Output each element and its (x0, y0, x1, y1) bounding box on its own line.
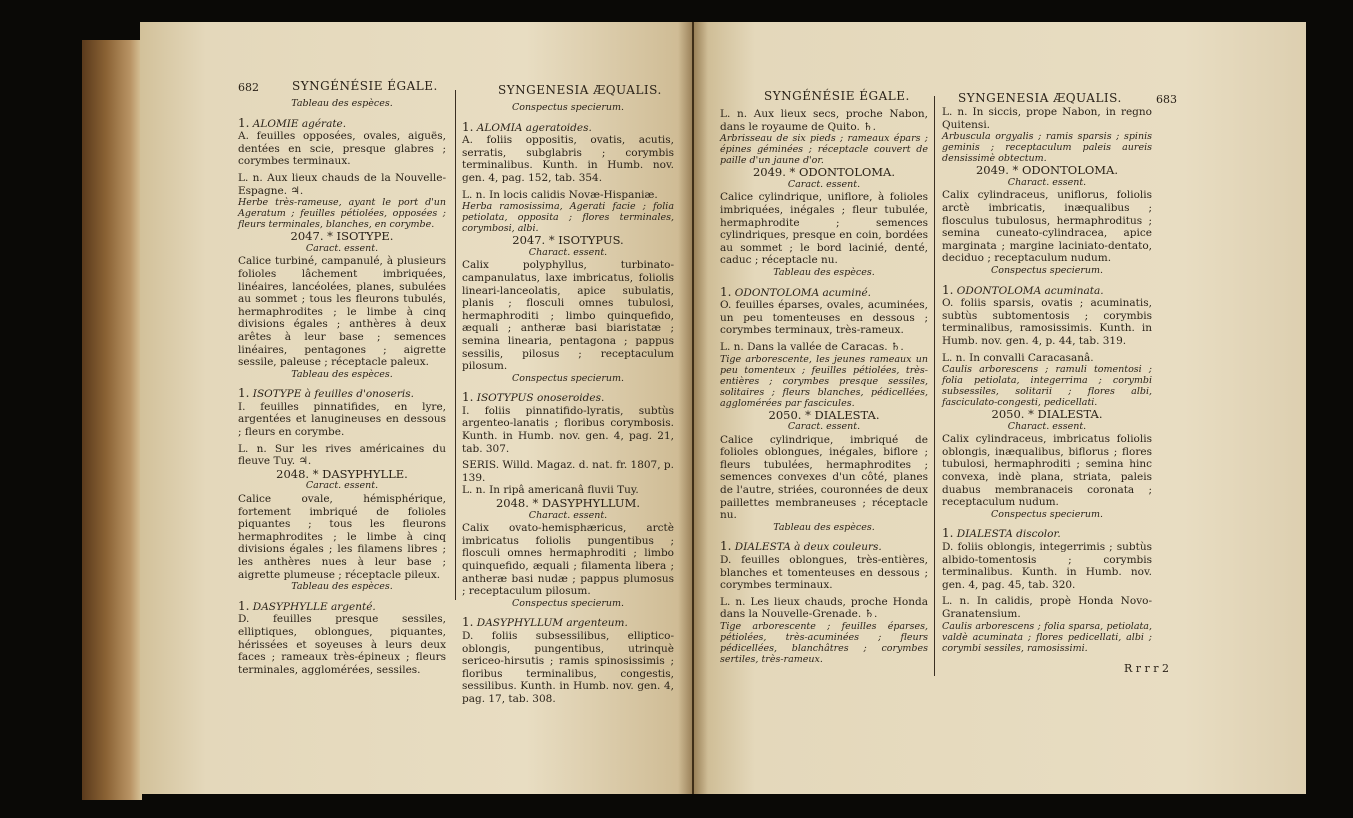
character-text: SERIS. Willd. Magaz. d. nat. fr. 1807, p. 139. (462, 459, 674, 484)
species-description: D. foliis oblongis, integerrimis ; subtùs albido-tomentosis ; corymbis terminalibus. Kunth. in Humb. nov. gen. 4, pag. 45, tab. 320. (942, 541, 1152, 591)
genus-heading: 2047. * ISOTYPE. (290, 229, 394, 244)
right-header-fr: SYNGÉNÉSIE ÉGALE. (764, 89, 910, 103)
left-page-number: 682 (238, 81, 259, 94)
character-text: Calix polyphyllus, turbinato-campanulatus, laxe imbricatus, foliolis lineari-lanceolatis, apice subulatis, planis ; flosculi omnes tubulosi, hermaphroditi ; limbo quinquefido, æquali ; antheræ basi biaristatæ ; semina linearia, pentagona ; pappus sessilis, pilosus ; receptaculum pilosum. (462, 259, 674, 373)
genus-heading: 2047. * ISOTYPUS. (512, 233, 624, 248)
entry-number: 1. (462, 615, 474, 630)
species-entry (238, 117, 446, 168)
species-name: DIALESTA à deux couleurs. (734, 541, 882, 554)
species-entry (942, 527, 1152, 591)
species-description: A. feuilles opposées, ovales, aiguës, dentées en scie, presque glabres ; corymbes terminaux. (238, 130, 446, 168)
character-heading: Charact. essent. (1007, 420, 1087, 432)
species-name: DIALESTA discolor. (956, 528, 1061, 541)
column-rule (934, 96, 935, 676)
locality-text: L. n. In calidis, propè Honda Novo-Granatensium. (942, 595, 1152, 620)
species-description: D. foliis subsessilibus, elliptico-oblongis, pungentibus, utrinquè sericeo-hirsutis ; ramis spinosissimis ; floribus terminalibus, congestis, sessilibus. Kunth. in Humb. nov. gen. 4, pag. 17, tab. 308. (462, 629, 674, 705)
character-heading: Charact. essent. (1007, 176, 1087, 188)
character-heading: Charact. essent. (528, 509, 608, 521)
species-name: DASYPHYLLUM argenteum. (476, 617, 628, 630)
species-entry (238, 387, 446, 438)
locality-text: L. n. Aux lieux secs, proche Nabon, dans le royaume de Quito. ♄. (720, 108, 928, 133)
locality-text: L. n. Aux lieux chauds de la Nouvelle-Espagne. ♃. (238, 171, 446, 197)
character-text: Calice cylindrique, imbriqué de folioles oblongues, inégales, biflore ; fleurs tubulées, hermaphrodites ; semences convexes d'un côté, planes de l'autre, striées, couronnées de deux paillettes membraneuses ; réceptacle nu. (720, 433, 928, 522)
description-note: Tige arborescente, les jeunes rameaux un peu tomenteux ; feuilles pétiolées, très-entières ; corymbes presque sessiles, solitaires ; fleurs blanches, pédicellées, agglomérées par fascicules. (720, 353, 928, 409)
character-heading: Caract. essent. (787, 178, 861, 190)
character-text: Calice cylindrique, uniflore, à folioles imbriquées, inégales ; fleur tubulée, hermaphrodite ; semences cylindriques, presque en coin, bordées au sommet ; le bord lacinié, denté, caduc ; réceptacle nu. (720, 191, 928, 267)
character-heading: Caract. essent. (305, 242, 379, 254)
species-description: D. feuilles presque sessiles, elliptiques, oblongues, piquantes, hérissées et soyeuses à leurs deux faces ; rameaux très-épineux ; fleurs terminales, agglomérées, sessiles. (238, 613, 446, 676)
entry-number: 1. (720, 539, 732, 554)
character-heading: Caract. essent. (305, 480, 379, 492)
right-col-la (942, 106, 1152, 654)
character-text: Calice ovale, hémisphérique, fortement imbriqué de folioles piquantes ; tous les fleurons hermaphrodites ; le limbe à cinq divisions égales ; les filamens libres ; les anthères nues à leur base ; aigrette plumeuse ; réceptacle pileux. (238, 493, 446, 581)
genus-heading: 2050. * DIALESTA. (768, 407, 880, 422)
character-text: Calix ovato-hemisphæricus, arctè imbricatus foliolis pungentibus ; flosculi omnes hermaphroditi ; limbo quinquefido, æquali ; filamenta libera ; antheræ basi nudæ ; pappus plumosus ; receptaculum pilosum. (462, 522, 674, 598)
character-text: Calix cylindraceus, imbricatus foliolis oblongis, inæqualibus, biflorus ; flores tubulosi, hermaphroditi ; semina hinc convexa, indè plana, striata, paleis duabus membranaceis coronata ; receptaculum nudum. (942, 433, 1152, 509)
table-heading: Conspectus specierum. (990, 264, 1104, 276)
character-heading: Charact. essent. (528, 246, 608, 258)
table-heading: Conspectus specierum. (511, 102, 625, 113)
entry-number: 1. (462, 390, 474, 405)
character-text: Calice turbiné, campanulé, à plusieurs folioles lâchement imbriquées, linéaires, lancéolées, planes, subulées au sommet ; tous les fleurons tubulés, hermaphrodites ; le limbe à cinq divisions égales ; anthères à deux arêtes à leur base ; semences linéaires, pentagones ; aigrette sessile, paleuse ; réceptacle paleux. (238, 255, 446, 369)
left-header-la: SYNGENESIA ÆQUALIS. (498, 83, 662, 97)
species-entry (942, 284, 1152, 348)
species-entry (238, 600, 446, 677)
locality-text: L. n. In convalli Caracasanâ. (942, 351, 1094, 364)
table-heading: Conspectus specierum. (511, 597, 625, 609)
entry-number: 1. (238, 386, 250, 401)
species-name: ODONTOLOMA acuminata. (956, 284, 1104, 297)
character-text: Calix cylindraceus, uniflorus, foliolis arctè imbricatis, inæqualibus ; flosculus tubulosus, hermaphroditus ; semina cuneato-cylindracea, apice marginata ; margine laciniato-dentato, deciduo ; receptaculum nudum. (942, 189, 1152, 265)
species-entry (462, 121, 674, 185)
species-entry (720, 540, 928, 591)
species-description: A. foliis oppositis, ovatis, acutis, serratis, subglabris ; corymbis terminalibus. Kunth. in Humb. nov. gen. 4, pag. 152, tab. 354. (462, 134, 674, 184)
table-heading: Tableau des espèces. (291, 98, 393, 109)
character-heading: Caract. essent. (787, 421, 861, 433)
entry-number: 1. (720, 284, 732, 299)
genus-heading: 2048. * DASYPHYLLUM. (495, 496, 641, 511)
right-col-fr (720, 108, 928, 665)
table-heading: Conspectus specierum. (990, 508, 1104, 520)
species-name: ODONTOLOMA acuminé. (734, 286, 872, 299)
species-description: O. foliis sparsis, ovatis ; acuminatis, subtùs subtomentosis ; corymbis terminalibus, ramosissimis. Kunth. in Humb. nov. gen. 4, p. 44, tab. 319. (942, 297, 1152, 347)
book-edge (82, 40, 142, 800)
genus-heading: 2049. * ODONTOLOMA. (975, 163, 1119, 178)
table-heading: Tableau des espèces. (773, 266, 875, 278)
right-header-la: SYNGENESIA ÆQUALIS. (958, 91, 1122, 105)
table-heading: Conspectus specierum. (511, 372, 625, 384)
book-gutter (678, 22, 708, 794)
entry-number: 1. (942, 282, 954, 297)
left-col-fr (238, 98, 446, 680)
species-name: ALOMIE agérate. (252, 117, 347, 130)
species-entry (462, 391, 674, 455)
locality-text: L. n. Sur les rives américaines du fleuve Tuy. ♃. (238, 442, 446, 468)
entry-number: 1. (942, 526, 954, 541)
genus-heading: 2048. * DASYPHYLLE. (276, 466, 408, 481)
species-name: ISOTYPUS onoseroides. (476, 392, 605, 405)
species-entry (720, 286, 928, 337)
left-header-fr: SYNGÉNÉSIE ÉGALE. (292, 79, 438, 93)
description-note: Arbrisseau de six pieds ; rameaux épars ; épines géminées ; réceptacle couvert de paille d'un jaune d'or. (720, 133, 928, 167)
description-note: Tige arborescente ; feuilles éparses, pétiolées, très-acuminées ; fleurs pédicellées, blanchâtres ; corymbes sertiles, très-rameux. (720, 621, 928, 665)
description-note: Caulis arborescens ; folia sparsa, petiolata, valdè acuminata ; flores pedicellati, albi ; corymbi sessiles, ramosissimi. (942, 620, 1152, 654)
genus-heading: 2049. * ODONTOLOMA. (752, 165, 896, 180)
locality-text: L. n. Les lieux chauds, proche Honda dans la Nouvelle-Grenade. ♄. (720, 595, 928, 621)
left-col-la (462, 102, 674, 710)
right-page-number: 683 (1156, 93, 1177, 106)
genus-heading: 2050. * DIALESTA. (991, 407, 1103, 422)
entry-number: 1. (462, 119, 474, 134)
signature-mark: R r r r 2 (1124, 662, 1170, 675)
locality-text: L. n. In ripâ americanâ fluvii Tuy. (462, 484, 639, 497)
entry-number: 1. (238, 115, 250, 130)
description-note: Arbuscula orgyalis ; ramis sparsis ; spinis geminis ; receptaculum paleis aureis densissimè obtectum. (942, 131, 1152, 165)
species-description: D. feuilles oblongues, très-entières, blanches et tomenteuses en dessous ; corymbes terminaux. (720, 554, 928, 592)
locality-text: L. n. In locis calidis Novæ-Hispaniæ. (462, 188, 658, 201)
species-description: I. feuilles pinnatifides, en lyre, argentées et lanugineuses en dessous ; fleurs en corymbe. (238, 400, 446, 439)
description-note: Herbe très-rameuse, ayant le port d'un Ageratum ; feuilles pétiolées, opposées ; fleurs terminales, blanches, en corymbe. (238, 197, 446, 231)
species-name: ALOMIA ageratoides. (476, 121, 592, 134)
species-name: ISOTYPE à feuilles d'onoseris. (252, 388, 414, 401)
locality-text: L. n. In siccis, prope Nabon, in regno Quitensi. (942, 106, 1152, 131)
description-note: Herba ramosissima, Agerati facie ; folia petiolata, opposita ; flores terminales, corymbosi, albi. (462, 201, 674, 235)
table-heading: Tableau des espèces. (773, 521, 875, 533)
table-heading: Tableau des espèces. (291, 581, 393, 593)
description-note: Caulis arborescens ; ramuli tomentosi ; folia petiolata, integerrima ; corymbi subsessiles, solitarii ; flores albi, fasciculato-congesti, pedicellati. (942, 364, 1152, 409)
species-name: DASYPHYLLE argenté. (252, 600, 376, 613)
species-entry (462, 616, 674, 705)
table-heading: Tableau des espèces. (291, 368, 393, 380)
column-rule (455, 90, 456, 600)
species-description: O. feuilles éparses, ovales, acuminées, un peu tomenteuses en dessous ; corymbes terminaux, très-rameux. (720, 299, 928, 337)
species-description: I. foliis pinnatifido-lyratis, subtùs argenteo-lanatis ; floribus corymbosis. Kunth. in Humb. nov. gen. 4, pag. 21, tab. 307. (462, 404, 674, 455)
entry-number: 1. (238, 598, 250, 613)
locality-text: L. n. Dans la vallée de Caracas. ♄. (720, 340, 904, 353)
